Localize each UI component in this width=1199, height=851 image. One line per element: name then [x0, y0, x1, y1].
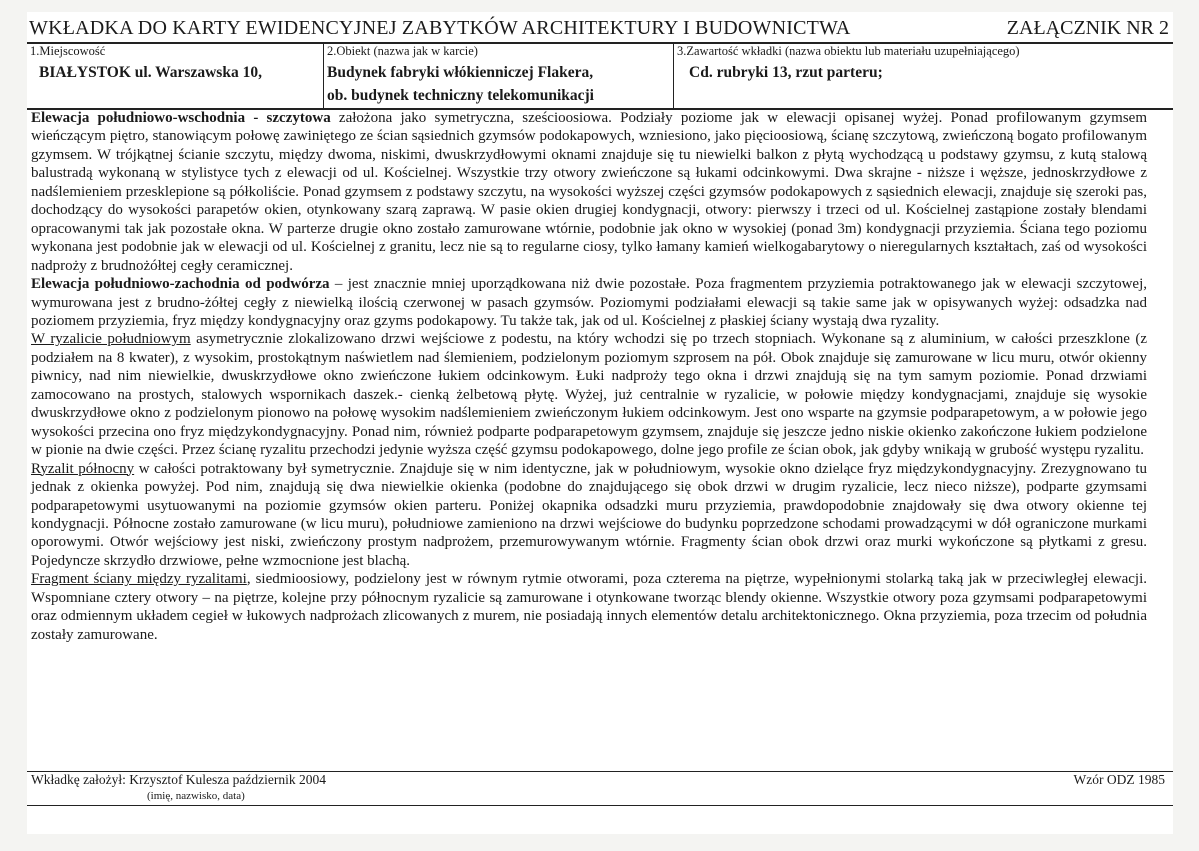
paragraph-heading: Fragment ściany między ryzalitami — [31, 571, 247, 588]
paragraph-south-avant-corps — [31, 330, 1147, 459]
object-value-line1: Budynek fabryki włókienniczej Flakera, — [327, 64, 594, 81]
paragraph-north-avant-corps — [31, 460, 1147, 571]
object-label: 2.Obiekt (nazwa jak w karcie) — [327, 44, 478, 58]
paragraph-heading: W ryzalicie południowym — [31, 331, 191, 348]
paragraph-heading: Elewacja południowo-zachodnia od podwórza — [31, 276, 330, 293]
author-caption: (imię, nazwisko, data) — [147, 790, 245, 802]
footer-bottom-divider — [27, 805, 1173, 806]
object-value-line2: ob. budynek techniczny telekomunikacji — [327, 87, 594, 104]
locality-label: 1.Miejscowość — [30, 44, 106, 58]
locality-cell — [27, 42, 323, 110]
contents-label: 3.Zawartość wkładki (nazwa obiektu lub materiału uzupełniającego) — [677, 44, 1020, 58]
paragraph-heading: Ryzalit północny — [31, 460, 135, 477]
paragraph-text: asymetrycznie zlokalizowano drzwi wejściowe z podestu, na który wchodzi się po trzech stopniach. Wykonane są z aluminium, w całości przeszklone (z podziałem na 8 kwater), z wysokim, prostokątnym naświetlem nad ślemieniem, podzielonym poziomym szprosem na pół. Obok znajduje się zamurowane w licu muru, otwór okienny piwnicy, nad nim niewielkie, dwuskrzydłowe okno zwieńczone łukiem odcinkowym. Łuki nadproży tego okna i drzwi znajdują się na tym samym poziomie. Ponad drzwiami zamocowano na prostych, stalowych wspornikach daszek.- cienką żelbetową płytę. Wyżej, już centralnie w ryzalicie, w połowie między kondygnacjami, znajduje się wysokie dwuskrzydłowe okno z podzielonym pionowo na połowę wysokim nadślemieniem zwieńczonym łukiem odcinkowym. Jest ono wsparte na gzymsie podparapetowym, a w połowie jego wysokości przecina ono fryz międzykondygnacyjny. Ponad nim, również podparte podparapetowym gzymsem, znajduje się jeszcze jedno niskie okienko zakończone łukiem podzielone w pionie na dwie części. Przez ścianę ryzalitu przechodzi jedynie wyższa część gzymsu podokapowego, dolne jego profile ze ścian obok, jak gdyby wnikają w grubość występu ryzalitu. — [31, 331, 1147, 459]
paragraph-wall-between-avant-corps — [31, 570, 1147, 644]
form-reference: Wzór ODZ 1985 — [1073, 772, 1165, 787]
paragraph-text: – jest znacznie mniej uporządkowana niż dwie pozostałe. Poza fragmentem przyziemia potraktowanego jak w elewacji szczytowej, wymurowana jest z brudno-żółtej cegły z niewielką ilością czerwonej w pasach gzymsów. Poziomymi podziałami elewacji są takie same jak w opisywanych wyżej: odsadzka nad poziomem przyziemia, fryz między kondygnacyjny oraz gzyms podokapowy. Tu także tak, jak od ul. Kościelnej z płaskiej ściany wystają dwa ryzality. — [31, 276, 1147, 329]
paragraph-heading: Elewacja południowo-wschodnia - szczytowa — [31, 110, 331, 126]
object-cell — [323, 42, 674, 110]
paragraph-text: , siedmioosiowy, podzielony jest w równym rytmie otworami, poza czterema na piętrze, wypełnionymi stolarką taką jak w przeciwległej elewacji. Wspomniane cztery otwory – na piętrze, kolejne przy północnym ryzalicie są zamurowane i otynkowane tworząc blendy okienne. Wszystkie otwory poza gzymsami podparapetowymi oraz odmiennym układem cegieł w łukowych nadprożach zlicowanych z murem, nie posiadają innych elementów detalu architektonicznego. Okna przyziemia, poza trzecim od południa zostały zamurowane. — [31, 571, 1148, 643]
description-body — [31, 109, 1147, 644]
locality-value: BIAŁYSTOK ul. Warszawska 10, — [39, 64, 262, 81]
paragraph-southwest-elevation — [31, 275, 1147, 330]
contents-cell — [673, 42, 1174, 110]
paragraph-text: założona jako symetryczna, sześcioosiowa. Podziały poziome jak w elewacji opisanej wyżej. Ponad profilowanym gzymsem wieńczącym piętro, stanowiącym połowę zawiniętego ze ścian sąsiednich gzymsów podokapowych, wzniesiono, jako pięcioosiową, ścianę szczytową, zwieńczoną bogato profilowanym gzymsem. W trójkątnej ścianie szczytu, między dwoma, niskimi, dwuskrzydłowymi oknami znajduje się tu niewielki balkon z płytą wychodzącą u podstawy gzymsu, z kutą stalową balustradą wykonaną w stylistyce tych z elewacji od ul. Kościelnej. Wszystkie trzy otwory zwieńczone są łukami odcinkowymi. Dwa skrajne - niższe i węższe, jednoskrzydłowe z nadślemieniem przesklepione są półkoliście. Ponad gzymsem z podstawy szczytu, na wysokości wyższej części gzymsów podokapowych z sąsiednich elewacji, znajduje się szeroki pas, dochodzący do wysokości parapetów okien, otynkowany szarą zaprawą. W pasie okien drugiej kondygnacji, otwory: pierwszy i trzeci od ul. Kościelnej zastąpione zostały blendami opracowanymi tak jak pozostałe okna. W parterze drugie okno zostało zamurowane wtórnie, podobnie jak okno w wysokiej (ponad 3m) kondygnacji przyziemia. Ściana tego poziomu wykonana jest podobnie jak w elewacji od ul. Kościelnej z granitu, lecz nie są to regularne ciosy, tylko łamany kamień wielkogabarytowy o nieregularnych kształtach, zaś od wysokości nadproży z brudnożółtej cegły ceramicznej. — [31, 110, 1147, 274]
annex-number: ZAŁĄCZNIK NR 2 — [1006, 17, 1169, 39]
author-line: Wkładkę założył: Krzysztof Kulesza październik 2004 — [31, 772, 327, 787]
document-title: WKŁADKA DO KARTY EWIDENCYJNEJ ZABYTKÓW ARCHITEKTURY I BUDOWNICTWA — [29, 17, 851, 39]
inventory-card-insert — [27, 12, 1173, 834]
paragraph-text: w całości potraktowany był symetrycznie. Znajduje się w nim identyczne, jak w południowym, wysokie okno dzielące fryz międzykondygnacyjny. Zrezygnowano tu jednak z okienka powyżej. Pod nim, znajdują się dwa niewielkie okienka (podobne do znajdującego się obok drzwi w drugim ryzalicie, lecz nieco niższe), podparte gzymsami podparapetowymi usytuowanymi na poziomie gzymsów okien parteru. Poniżej okapnika odsadzki muru przyziemia, prawdopodobnie znajdowały się dwa otwory okienne tej kondygnacji. Północne zostało zamurowane (w licu muru), południowe zamieniono na drzwi wejściowe do budynku poprzedzone schodami prowadzącymi w dół ograniczone murkami oporowymi. Otwór wejściowy jest niski, zwieńczony prostym nadprożem, przemurowywanym wtórnie. Fragmenty ścian obok drzwi oraz murki wykończone są płytkami z gresu. Pojedyncze skrzydło drzwiowe, pełne wzmocnione jest blachą. — [31, 460, 1147, 569]
paragraph-southeast-elevation — [31, 109, 1147, 275]
contents-value: Cd. rubryki 13, rzut parteru; — [689, 64, 883, 81]
metadata-row — [27, 42, 1173, 110]
